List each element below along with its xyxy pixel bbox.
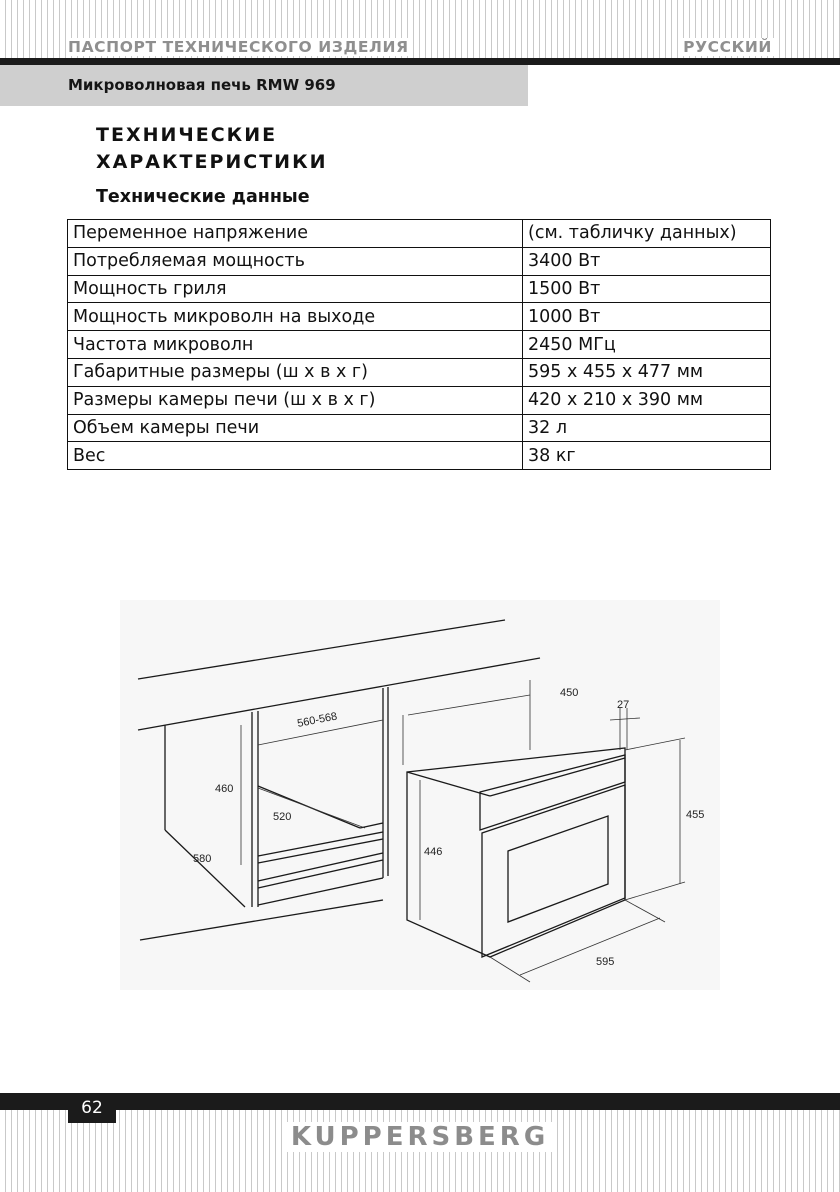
document-type-label: ПАСПОРТ ТЕХНИЧЕСКОГО ИЗДЕЛИЯ <box>68 38 409 56</box>
front-panel-label: 27 <box>617 699 630 711</box>
spec-value: 595 х 455 х 477 мм <box>523 358 771 386</box>
spec-value: (см. табличку данных) <box>523 220 771 248</box>
spec-param: Объем камеры печи <box>68 414 523 442</box>
spec-value: 32 л <box>523 414 771 442</box>
spec-value: 1500 Вт <box>523 275 771 303</box>
oven-height-label: 455 <box>686 809 705 821</box>
niche-width-label: 520 <box>273 811 292 823</box>
oven-depth-label: 450 <box>560 687 579 699</box>
spec-param: Переменное напряжение <box>68 220 523 248</box>
spec-param: Размеры камеры печи (ш х в х г) <box>68 386 523 414</box>
installation-diagram <box>120 600 720 990</box>
spec-row <box>68 247 771 275</box>
spec-param: Потребляемая мощность <box>68 247 523 275</box>
spec-value: 3400 Вт <box>523 247 771 275</box>
spec-row <box>68 220 771 248</box>
spec-row <box>68 331 771 359</box>
spec-param: Мощность микроволн на выходе <box>68 303 523 331</box>
spec-row <box>68 275 771 303</box>
niche-depth-label: 560-568 <box>296 710 339 730</box>
header-rule <box>0 58 840 65</box>
spec-table <box>67 219 771 470</box>
language-label: РУССКИЙ <box>683 38 772 56</box>
brand-logo <box>0 1122 840 1152</box>
door-height-label: 446 <box>424 846 443 858</box>
spec-param: Габаритные размеры (ш х в х г) <box>68 358 523 386</box>
spec-value: 2450 МГц <box>523 331 771 359</box>
spec-row <box>68 358 771 386</box>
niche-side-label: 580 <box>193 853 212 865</box>
subsection-title: Технические данные <box>96 187 310 207</box>
spec-row <box>68 442 771 470</box>
spec-param: Вес <box>68 442 523 470</box>
spec-param: Частота микроволн <box>68 331 523 359</box>
niche-height-label: 460 <box>215 783 234 795</box>
spec-value: 38 кг <box>523 442 771 470</box>
spec-value: 420 х 210 х 390 мм <box>523 386 771 414</box>
spec-row <box>68 386 771 414</box>
brand-name: KUPPERSBERG <box>285 1122 555 1152</box>
section-title: ТЕХНИЧЕСКИЕ ХАРАКТЕРИСТИКИ <box>96 124 328 173</box>
spec-row <box>68 303 771 331</box>
oven-width-label: 595 <box>596 956 615 968</box>
spec-value: 1000 Вт <box>523 303 771 331</box>
spec-param: Мощность гриля <box>68 275 523 303</box>
product-name-band: Микроволновая печь RMW 969 <box>0 65 528 106</box>
footer-bar <box>0 1093 840 1110</box>
spec-row <box>68 414 771 442</box>
page-number: 62 <box>68 1093 116 1123</box>
